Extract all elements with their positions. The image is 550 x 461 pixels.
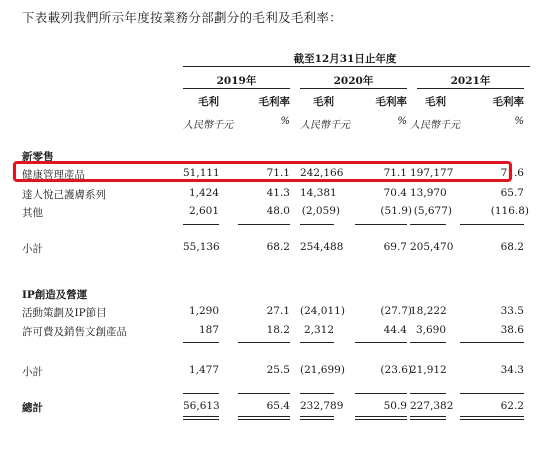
cell-value: 55,136 [183,241,220,253]
cell-value: 18,222 [410,305,447,317]
total-double-rule [238,419,290,420]
subtotal-rule [460,342,524,343]
col-header-margin: 毛利率 [492,96,524,108]
cell-value: 48.0 [266,205,290,217]
row-label: 小計 [22,366,43,378]
cell-value: 71.1 [383,167,407,179]
cell-value: 3,690 [415,324,446,336]
col-header-gross-profit: 毛利 [198,96,219,108]
total-rule-top [355,393,407,394]
cell-value: 25.5 [266,364,290,376]
subtotal-rule [183,342,219,343]
cell-value: 38.6 [500,324,524,336]
total-double-rule [300,416,334,417]
subtotal-rule [238,342,290,343]
cell-value: 50.9 [383,400,407,412]
total-rule-top [238,393,290,394]
cell-value: 69.7 [383,241,407,253]
cell-value: 71.6 [500,167,524,179]
subtotal-rule [300,224,334,225]
cell-value: 21,912 [410,364,447,376]
cell-value: (5,677) [413,205,452,217]
section-title-new-retail: 新零售 [22,151,54,163]
cell-value: 2,312 [303,324,334,336]
year-rule-2021 [417,88,524,89]
total-double-rule [238,416,290,417]
cell-value: 1,290 [188,305,219,317]
cell-value: 1,477 [188,364,219,376]
year-2021: 2021年 [450,75,491,87]
cell-value: 242,166 [300,167,344,179]
cell-value: (2,059) [301,205,340,217]
unit-gross-profit: 人民幣千元 [183,120,233,131]
highlight-box [13,161,512,182]
period-rule [183,66,530,67]
total-rule-top [410,393,446,394]
cell-value: 65.4 [266,400,290,412]
total-double-rule [183,419,219,420]
year-2019: 2019年 [216,75,257,87]
total-rule-top [183,393,219,394]
subtotal-rule [410,342,446,343]
cell-value: 56,613 [183,400,220,412]
col-header-margin: 毛利率 [258,96,290,108]
row-label: 總計 [22,402,43,414]
cell-value: 41.3 [266,187,290,199]
cell-value: 1,424 [188,187,219,199]
cell-value: (23.6) [380,364,412,376]
cell-value: 14,381 [300,187,337,199]
row-label: 小計 [22,243,43,255]
unit-gross-profit: 人民幣千元 [300,120,350,131]
cell-value: 18.2 [266,324,290,336]
cell-value: (51.9) [380,205,412,217]
col-header-margin: 毛利率 [375,96,407,108]
cell-value: 232,789 [300,400,344,412]
cell-value: 197,177 [410,167,454,179]
subtotal-rule [300,342,334,343]
period-header: 截至12月31日止年度 [293,53,397,65]
cell-value: 254,488 [300,241,344,253]
cell-value: (27.7) [380,305,412,317]
cell-value: 13,970 [410,187,447,199]
row-label: 健康管理產品 [22,169,85,181]
total-double-rule [300,419,334,420]
subtotal-rule [238,224,290,225]
cell-value: 70.4 [383,187,407,199]
year-2020: 2020年 [333,75,374,87]
cell-value: (24,011) [300,305,345,317]
row-label: 其他 [22,207,43,219]
col-header-gross-profit: 毛利 [313,96,334,108]
cell-value: 27.1 [266,305,290,317]
total-rule-top [300,393,334,394]
total-double-rule [460,419,524,420]
cell-value: (21,699) [300,364,345,376]
cell-value: 187 [198,324,219,336]
subtotal-rule [355,342,407,343]
total-rule-top [460,393,524,394]
year-rule-2019 [183,88,290,89]
cell-value: 205,470 [410,241,454,253]
cell-value: 51,111 [183,167,220,179]
total-double-rule [355,419,407,420]
subtotal-rule [355,224,407,225]
unit-gross-profit: 人民幣千元 [410,120,460,131]
section-title-ip: IP創造及營運 [22,289,88,301]
cell-value: (116.8) [490,205,529,217]
year-rule-2020 [300,88,407,89]
total-double-rule [460,416,524,417]
unit-margin: % [280,116,290,127]
total-double-rule [183,416,219,417]
cell-value: 71.1 [266,167,290,179]
subtotal-rule [410,224,446,225]
total-double-rule [410,416,446,417]
cell-value: 2,601 [188,205,219,217]
row-label: 許可費及銷售文創產品 [22,326,127,338]
cell-value: 65.7 [500,187,524,199]
cell-value: 62.2 [500,400,524,412]
row-label: 活動策劃及IP節目 [22,307,107,319]
cell-value: 33.5 [500,305,524,317]
cell-value: 68.2 [266,241,290,253]
unit-margin: % [514,116,524,127]
intro-text: 下表載列我們所示年度按業務分部劃分的毛利及毛利率： [22,10,343,25]
total-double-rule [355,416,407,417]
row-label: 達人悅己護膚系列 [22,189,106,201]
cell-value: 44.4 [383,324,407,336]
subtotal-rule [183,224,219,225]
cell-value: 34.3 [500,364,524,376]
total-double-rule [410,419,446,420]
cell-value: 68.2 [500,241,524,253]
col-header-gross-profit: 毛利 [425,96,446,108]
cell-value: 227,382 [410,400,454,412]
subtotal-rule [460,224,524,225]
unit-margin: % [397,116,407,127]
